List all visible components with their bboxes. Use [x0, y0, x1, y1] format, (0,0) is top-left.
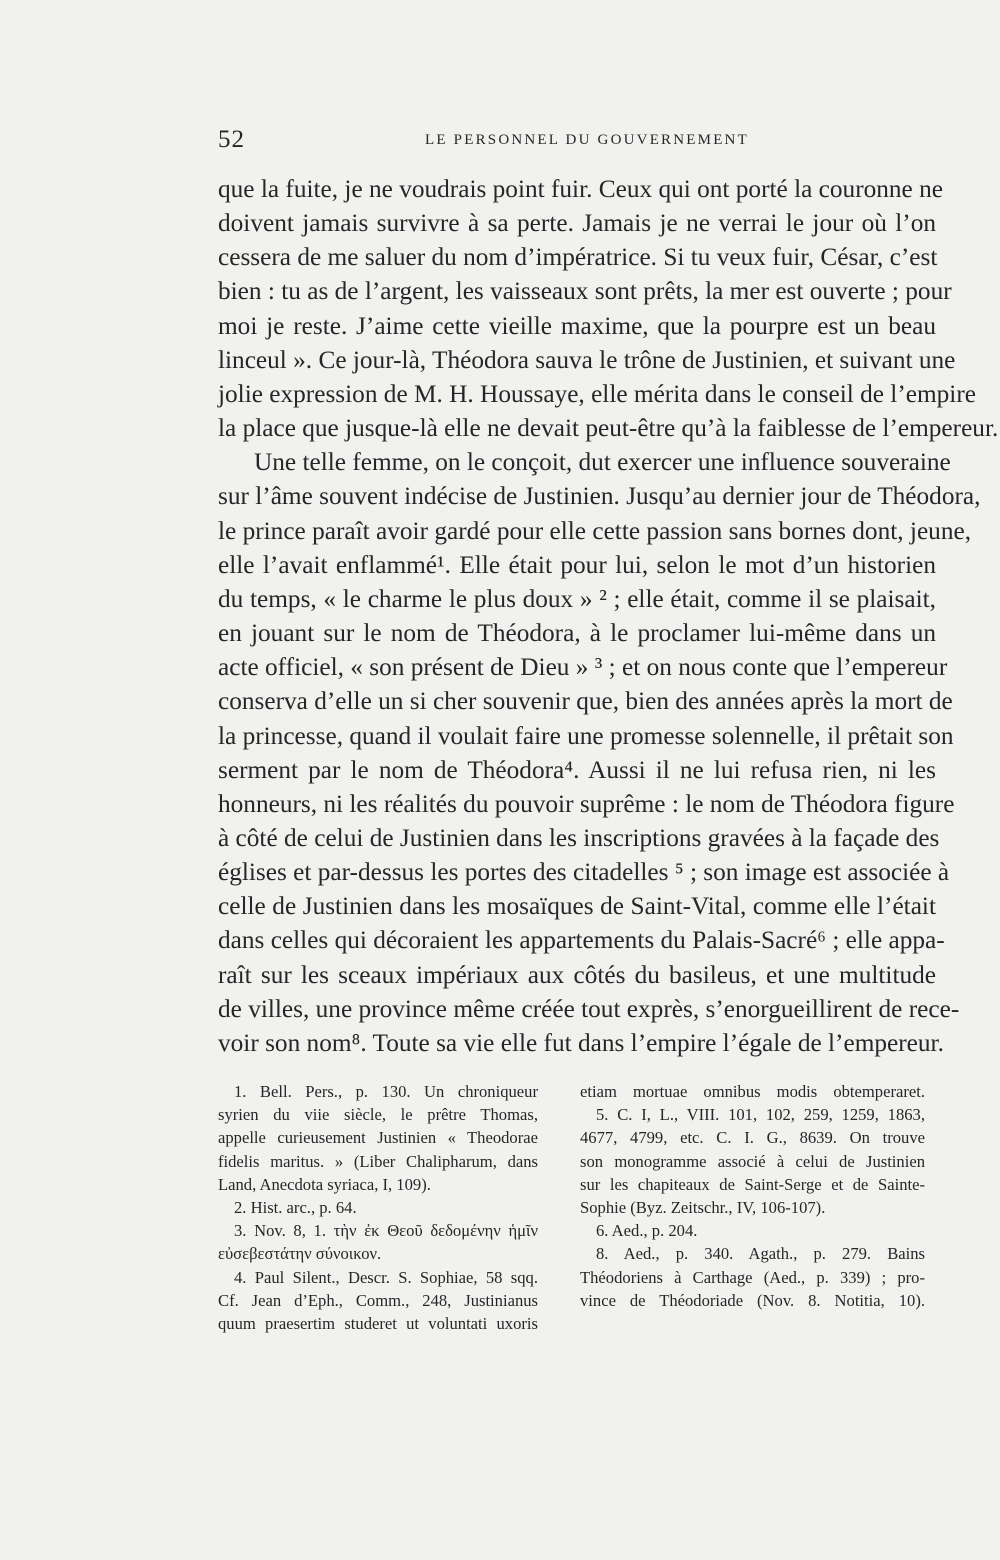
footnote-line: 3. Nov. 8, 1. τὴν ἐκ Θεοῦ δεδομένην ἡμῖν: [234, 1221, 538, 1241]
footnote-line: 6. Aed., p. 204.: [596, 1221, 698, 1241]
footnote-line: sur les chapiteaux de Saint-Serge et de Sainte-: [580, 1174, 925, 1194]
text-line: elle l’avait enflammé¹. Elle était pour lui, selon le mot d’un historien: [218, 550, 936, 579]
text-line: bien : tu as de l’argent, les vaisseaux sont prêts, la mer est ouverte ; pour: [218, 277, 952, 306]
page-number: 52: [218, 126, 245, 153]
text-line: que la fuite, je ne voudrais point fuir. Ceux qui ont porté la couronne ne: [218, 175, 943, 203]
text-line: sur l’âme souvent indécise de Justinien. Jusqu’au dernier jour de Théodora,: [218, 482, 981, 511]
footnote-line: 4677, 4799, etc. C. I. G., 8639. On trouve: [580, 1128, 925, 1148]
text-line: du temps, « le charme le plus doux » ² ; elle était, comme il se plaisait,: [218, 584, 936, 613]
text-line: acte officiel, « son présent de Dieu » ³ ; et on nous conte que l’empereur: [218, 653, 948, 682]
text-line: celle de Justinien dans les mosaïques de Saint-Vital, comme elle l’était: [218, 892, 936, 921]
main-text: [218, 172, 999, 1060]
text-line: conserva d’elle un si cher souvenir que, bien des années après la mort de: [218, 687, 953, 716]
text-line: la princesse, quand il voulait faire une promesse solennelle, il prêtait son: [218, 721, 954, 750]
footnote-line: syrien du viie siècle, le prêtre Thomas,: [218, 1105, 538, 1125]
footnote-line: etiam mortuae omnibus modis obtemperaret.: [580, 1082, 925, 1101]
text-line: cessera de me saluer du nom d’impératrice. Si tu veux fuir, César, c’est: [218, 243, 938, 272]
text-line: doivent jamais survivre à sa perte. Jamais je ne verrai le jour où l’on: [218, 209, 936, 238]
text-line: à côté de celui de Justinien dans les inscriptions gravées à la façade des: [218, 823, 940, 852]
footnotes-left: [218, 1080, 538, 1335]
footnote-line: Sophie (Byz. Zeitschr., IV, 106-107).: [580, 1198, 826, 1218]
footnote-line: εὐσεβεστάτην σύνοικον.: [218, 1244, 382, 1264]
footnote-line: 8. Aed., p. 340. Agath., p. 279. Bains: [596, 1244, 925, 1264]
footnote-line: Théodoriens à Carthage (Aed., p. 339) ; pro-: [580, 1267, 925, 1287]
text-line: moi je reste. J’aime cette vieille maxime, que la pourpre est un beau: [218, 311, 936, 340]
text-line: voir son nom⁸. Toute sa vie elle fut dans l’empire l’égale de l’empereur.: [218, 1028, 944, 1057]
footnotes-right: [580, 1080, 925, 1312]
footnote-line: 5. C. I, L., VIII. 101, 102, 259, 1259, 1863,: [596, 1105, 925, 1125]
footnote-line: quum praesertim studeret ut voluntati uxoris: [218, 1314, 538, 1334]
text-line: le prince paraît avoir gardé pour elle cette passion sans bornes dont, jeune,: [218, 516, 972, 545]
footnote-line: fidelis maritus. » (Liber Chalipharum, dans: [218, 1151, 538, 1171]
text-line: Une telle femme, on le conçoit, dut exercer une influence souveraine: [254, 448, 951, 477]
text-line: la place que jusque-là elle ne devait peut-être qu’à la faiblesse de l’empereur.: [218, 414, 999, 443]
running-title: LE PERSONNEL DU GOUVERNEMENT: [425, 132, 749, 148]
footnote-line: 1. Bell. Pers., p. 130. Un chroniqueur: [234, 1082, 538, 1101]
footnote-line: appelle curieusement Justinien « Theodorae: [218, 1128, 538, 1148]
text-line: honneurs, ni les réalités du pouvoir suprême : le nom de Théodora figure: [218, 789, 955, 818]
text-line: jolie expression de M. H. Houssaye, elle mérita dans le conseil de l’empire: [218, 379, 976, 408]
footnote-line: son monogramme associé à celui de Justinien: [580, 1151, 925, 1171]
text-line: églises et par-dessus les portes des citadelles ⁵ ; son image est associée à: [218, 858, 950, 887]
text-line: de villes, une province même créée tout exprès, s’enorgueillirent de rece-: [218, 994, 960, 1023]
footnote-line: Land, Anecdota syriaca, I, 109).: [218, 1174, 431, 1194]
footnote-line: 4. Paul Silent., Descr. S. Sophiae, 58 sqq.: [234, 1267, 538, 1287]
footnote-line: Cf. Jean d’Eph., Comm., 248, Justinianus: [218, 1290, 538, 1310]
text-line: linceul ». Ce jour-là, Théodora sauva le trône de Justinien, et suivant une: [218, 345, 956, 374]
text-line: serment par le nom de Théodora⁴. Aussi il ne lui refusa rien, ni les: [218, 755, 936, 784]
footnote-line: vince de Théodoriade (Nov. 8. Notitia, 10).: [580, 1290, 925, 1310]
text-line: en jouant sur le nom de Théodora, à le proclamer lui-même dans un: [218, 619, 936, 648]
text-line: dans celles qui décoraient les appartements du Palais-Sacré⁶ ; elle appa-: [218, 926, 945, 955]
footnote-line: 2. Hist. arc., p. 64.: [234, 1198, 357, 1218]
text-line: raît sur les sceaux impériaux aux côtés du basileus, et une multitude: [218, 960, 936, 989]
